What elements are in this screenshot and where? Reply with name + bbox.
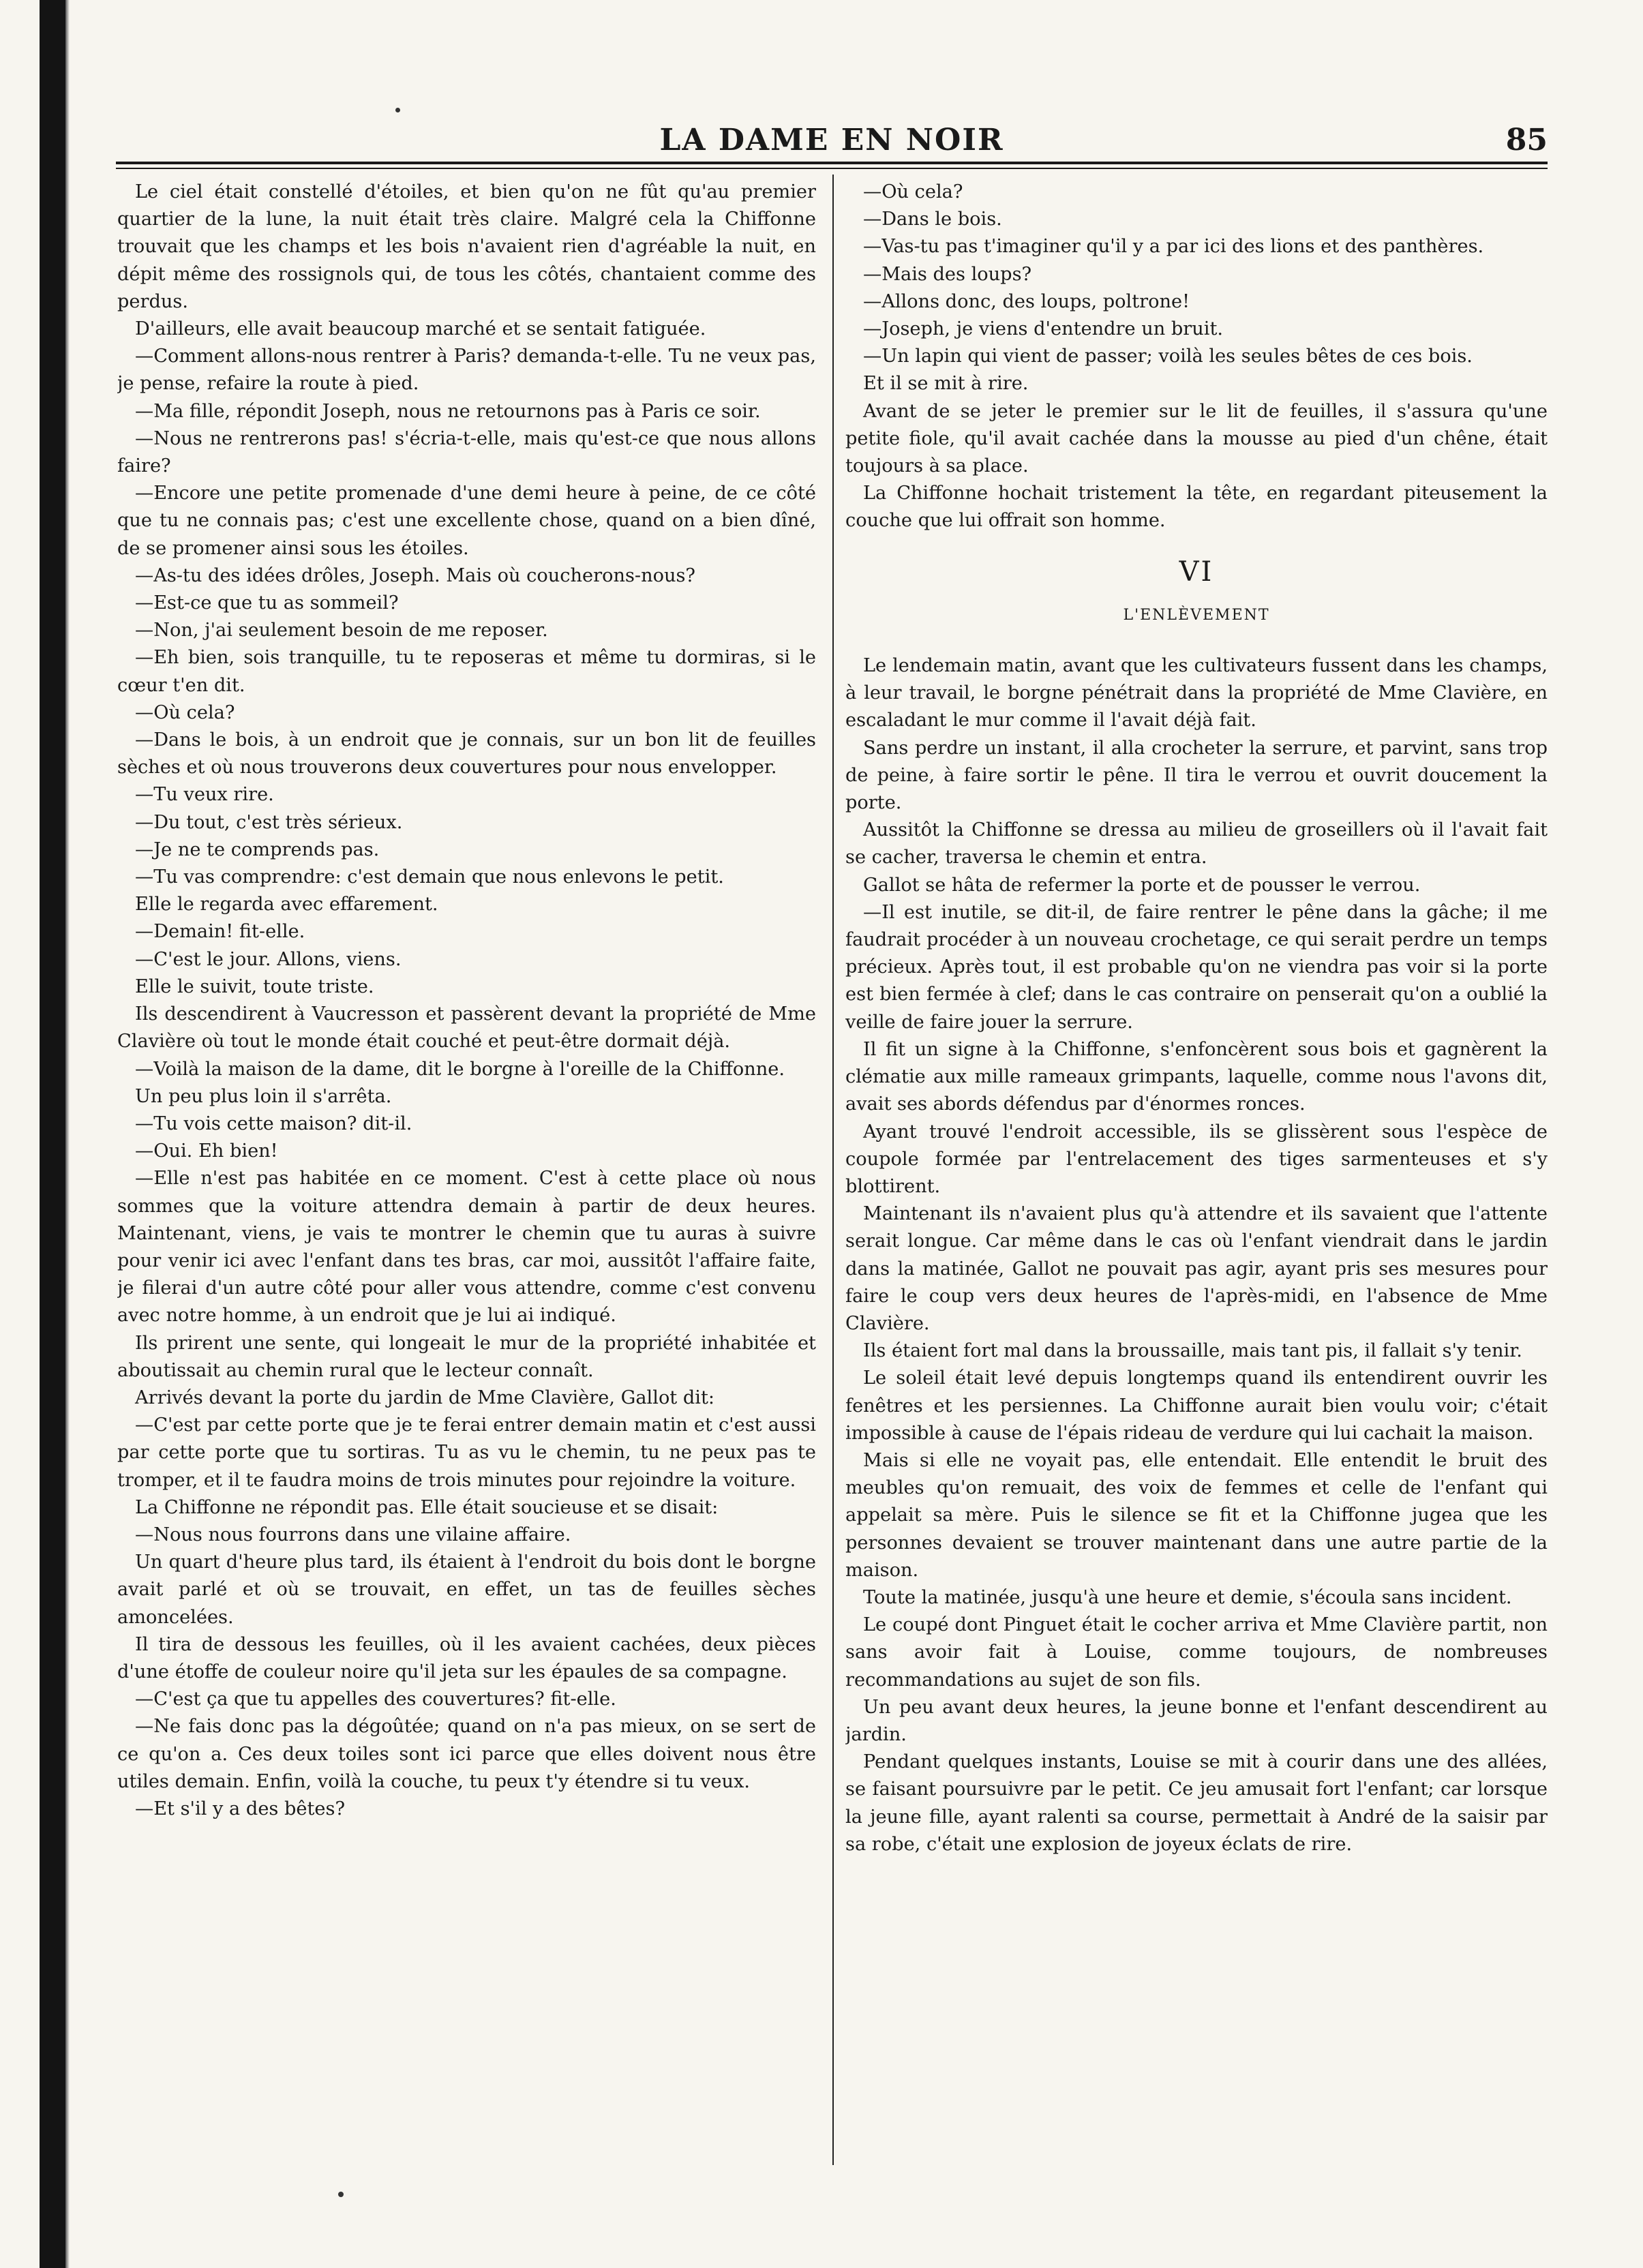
- paragraph: Pendant quelques instants, Louise se mit à courir dans une des allées, se faisant poursuivre par le petit. Ce jeu amusait fort l'enfant; car lorsque la jeune fille, ayant ralenti sa course, permettait à André de la saisir par sa robe, c'était une explosion de joyeux éclats de rire.: [845, 1751, 1548, 1855]
- paragraph: —Dans le bois, à un endroit que je connais, sur un bon lit de feuilles sèches et où nous trouverons deux couvertures pour nous envelopper.: [117, 729, 816, 778]
- paragraph: Toute la matinée, jusqu'à une heure et demie, s'écoula sans incident.: [863, 1586, 1512, 1608]
- paragraph: —C'est le jour. Allons, viens.: [135, 948, 402, 970]
- paragraph: —Encore une petite promenade d'une demi heure à peine, de ce côté que tu ne connais pas; c'est une excellente chose, quand on a bien dîné, de se promener ainsi sous les étoiles.: [117, 483, 816, 559]
- paragraph: Il fit un signe à la Chiffonne, s'enfoncèrent sous bois et gagnèrent la clématie aux mille rameaux grimpants, laquelle, comme nous l'avons dit, avait ses abords défendus par d'énormes ronces.: [845, 1038, 1548, 1115]
- paragraph: Avant de se jeter le premier sur le lit de feuilles, il s'assura qu'une petite fiole, qu'il avait cachée dans la mousse au pied d'un chêne, était toujours à sa place.: [845, 400, 1548, 477]
- paragraph: La Chiffonne ne répondit pas. Elle était soucieuse et se disait:: [135, 1496, 719, 1518]
- header-rule-thin: [116, 168, 1548, 169]
- paragraph: —Du tout, c'est très sérieux.: [135, 811, 403, 833]
- paragraph: —Il est inutile, se dit-il, de faire rentrer le pêne dans la gâche; il me faudrait procéder à un nouveau crochetage, ce qui serait perdre un temps précieux. Après tout, il est probable qu'on ne viendra pas voir si la porte est bien fermée à clef; dans le cas contraire on penserait qu'on a oublié la veille de faire jouer la serrure.: [845, 901, 1548, 1033]
- paragraph: —Comment allons-nous rentrer à Paris? demanda-t-elle. Tu ne veux pas, je pense, refaire la route à pied.: [117, 346, 816, 395]
- paragraph: —Elle n'est pas habitée en ce moment. C'est à cette place où nous sommes que la voiture attendra demain à partir de deux heures. Maintenant, viens, je vais te montrer le chemin que tu auras à suivre pour venir ici avec l'enfant dans tes bras, car moi, aussitôt l'affaire faite, je filerai d'un autre côté pour aller vous attendre, comme c'est convenu avec notre homme, à un endroit que je lui ai indiqué.: [117, 1168, 816, 1327]
- paragraph: Elle le regarda avec effarement.: [135, 894, 438, 916]
- paragraph: Et il se mit à rire.: [863, 373, 1029, 395]
- column-divider: [832, 175, 834, 2165]
- paragraph: —C'est ça que tu appelles des couvertures? fit-elle.: [135, 1689, 616, 1710]
- paragraph: —Ma fille, répondit Joseph, nous ne retournons pas à Paris ce soir.: [135, 400, 761, 422]
- paragraph: —Allons donc, des loups, poltrone!: [863, 290, 1190, 312]
- paragraph: Arrivés devant la porte du jardin de Mme Clavière, Gallot dit:: [135, 1387, 715, 1408]
- paragraph: —Tu vas comprendre: c'est demain que nous enlevons le petit.: [135, 866, 724, 888]
- chapter-title: L'ENLÈVEMENT: [1123, 606, 1270, 624]
- paragraph: La Chiffonne hochait tristement la tête, en regardant piteusement la couche que lui offrait son homme.: [845, 483, 1548, 532]
- paragraph: Le coupé dont Pinguet était le cocher arriva et Mme Clavière partit, non sans avoir fait à Louise, comme toujours, de nombreuses recommandations au sujet de son fils.: [845, 1614, 1548, 1691]
- paragraph: —Tu veux rire.: [135, 784, 274, 806]
- running-head: [116, 123, 1548, 164]
- paragraph: —Un lapin qui vient de passer; voilà les seules bêtes de ces bois.: [863, 346, 1473, 367]
- paragraph: Ils descendirent à Vaucresson et passèrent devant la propriété de Mme Clavière où tout le monde était couché et peut-être dormait déjà.: [117, 1003, 816, 1053]
- header-rule-thick: [116, 162, 1548, 164]
- paragraph: —Voilà la maison de la dame, dit le borgne à l'oreille de la Chiffonne.: [135, 1058, 785, 1080]
- page-number: 85: [1505, 123, 1548, 157]
- paragraph: —Ne fais donc pas la dégoûtée; quand on n'a pas mieux, on se sert de ce qu'on a. Ces deux toiles sont ici parce que elles doivent nous être utiles demain. Enfin, voilà la couche, tu peux t'y étendre si tu veux.: [117, 1716, 816, 1792]
- paragraph: Aussitôt la Chiffonne se dressa au milieu de groseillers où il l'avait fait se cacher, traversa le chemin et entra.: [845, 819, 1548, 868]
- paragraph: Ils prirent une sente, qui longeait le mur de la propriété inhabitée et aboutissait au chemin rural que le lecteur connaît.: [117, 1332, 816, 1381]
- binding-shadow: [65, 0, 70, 2268]
- right-column: [845, 179, 1548, 2156]
- paragraph: —Dans le bois.: [863, 209, 1002, 230]
- paragraph: Elle le suivit, toute triste.: [135, 976, 374, 997]
- paragraph: —As-tu des idées drôles, Joseph. Mais où coucherons-nous?: [135, 564, 696, 586]
- paragraph: Gallot se hâta de refermer la porte et de pousser le verrou.: [863, 874, 1421, 896]
- paragraph: Le soleil était levé depuis longtemps quand ils entendirent ouvrir les fenêtres et les persiennes. La Chiffonne aurait bien voulu voir; c'était impossible à cause de l'épais rideau de verdure qui lui cachait la maison.: [845, 1367, 1548, 1444]
- paragraph: —Et s'il y a des bêtes?: [135, 1798, 346, 1819]
- paragraph: —Tu vois cette maison? dit-il.: [135, 1113, 412, 1134]
- paragraph: Un peu plus loin il s'arrêta.: [135, 1085, 392, 1107]
- paragraph: —Oui. Eh bien!: [135, 1140, 278, 1162]
- paragraph: Sans perdre un instant, il alla crocheter la serrure, et parvint, sans trop de peine, à faire sortir le pêne. Il tira le verrou et ouvrit doucement la porte.: [845, 737, 1548, 814]
- paragraph: —Est-ce que tu as sommeil?: [135, 592, 399, 614]
- paragraph: —Joseph, je viens d'entendre un bruit.: [863, 318, 1224, 340]
- paragraph: Ayant trouvé l'endroit accessible, ils se glissèrent sous l'espèce de coupole formée par l'entrelacement des tiges sarmenteuses et s'y blottirent.: [845, 1121, 1548, 1197]
- paragraph: D'ailleurs, elle avait beaucoup marché et se sentait fatiguée.: [135, 318, 706, 340]
- paragraph: —Je ne te comprends pas.: [135, 838, 380, 860]
- running-title: LA DAME EN NOIR: [659, 123, 1004, 157]
- paragraph: Il tira de dessous les feuilles, où il les avaient cachées, deux pièces d'une étoffe de couleur noire qu'il jeta sur les épaules de sa compagne.: [117, 1633, 816, 1682]
- paragraph: Un quart d'heure plus tard, ils étaient à l'endroit du bois dont le borgne avait parlé et où se trouvait, en effet, un tas de feuilles sèches amoncelées.: [117, 1552, 816, 1628]
- paragraph: Le lendemain matin, avant que les cultivateurs fussent dans les champs, à leur travail, le borgne pénétrait dans la propriété de Mme Clavière, en escaladant le mur comme il l'avait déjà fait.: [845, 655, 1548, 731]
- paragraph: —Où cela?: [863, 181, 963, 202]
- paragraph: Ils étaient fort mal dans la broussaille, mais tant pis, il fallait s'y tenir.: [863, 1340, 1522, 1362]
- paragraph: —Vas-tu pas t'imaginer qu'il y a par ici des lions et des panthères.: [863, 236, 1484, 258]
- paragraph: —Demain! fit-elle.: [135, 921, 305, 943]
- binding-edge: [40, 0, 65, 2268]
- left-column: [117, 179, 816, 2156]
- paragraph: —Eh bien, sois tranquille, tu te reposeras et même tu dormiras, si le cœur t'en dit.: [117, 647, 816, 696]
- paragraph: —Nous nous fourrons dans une vilaine affaire.: [135, 1524, 571, 1545]
- paragraph: Un peu avant deux heures, la jeune bonne et l'enfant descendirent au jardin.: [845, 1696, 1548, 1745]
- chapter-number: VI: [1179, 556, 1214, 588]
- paragraph: Maintenant ils n'avaient plus qu'à attendre et ils savaient que l'attente serait longue. Car même dans le cas où l'enfant viendrait dans le jardin dans la matinée, Gallot ne pouvait pas agir, ayant pris ses mesures pour faire le coup vers deux heures de l'après-midi, en l'absence de Mme Clavière.: [845, 1203, 1548, 1334]
- paragraph: —Où cela?: [135, 701, 235, 723]
- print-speck: [338, 2192, 344, 2197]
- paragraph: —Non, j'ai seulement besoin de me reposer.: [135, 620, 548, 641]
- paragraph: Le ciel était constellé d'étoiles, et bien qu'on ne fût qu'au premier quartier de la lune, la nuit était très claire. Malgré cela la Chiffonne trouvait que les champs et les bois n'avaient rien d'agréable la nuit, en dépit même des rossignols qui, de tous les côtés, chantaient comme des perdus.: [117, 181, 816, 312]
- paragraph: Mais si elle ne voyait pas, elle entendait. Elle entendit le bruit des meubles qu'on remuait, des voix de femmes et celle de l'enfant qui appelait sa mère. Puis le silence se fit et la Chiffonne jugea que les personnes devaient se trouver maintenant dans une autre partie de la maison.: [845, 1449, 1548, 1581]
- print-speck: [395, 108, 400, 112]
- paragraph: —Nous ne rentrerons pas! s'écria-t-elle, mais qu'est-ce que nous allons faire?: [117, 427, 816, 477]
- paragraph: —Mais des loups?: [863, 263, 1032, 285]
- paragraph: —C'est par cette porte que je te ferai entrer demain matin et c'est aussi par cette porte que tu sortiras. Tu as vu le chemin, tu ne peux pas te tromper, et il te faudra moins de trois minutes pour rejoindre la voiture.: [117, 1415, 816, 1491]
